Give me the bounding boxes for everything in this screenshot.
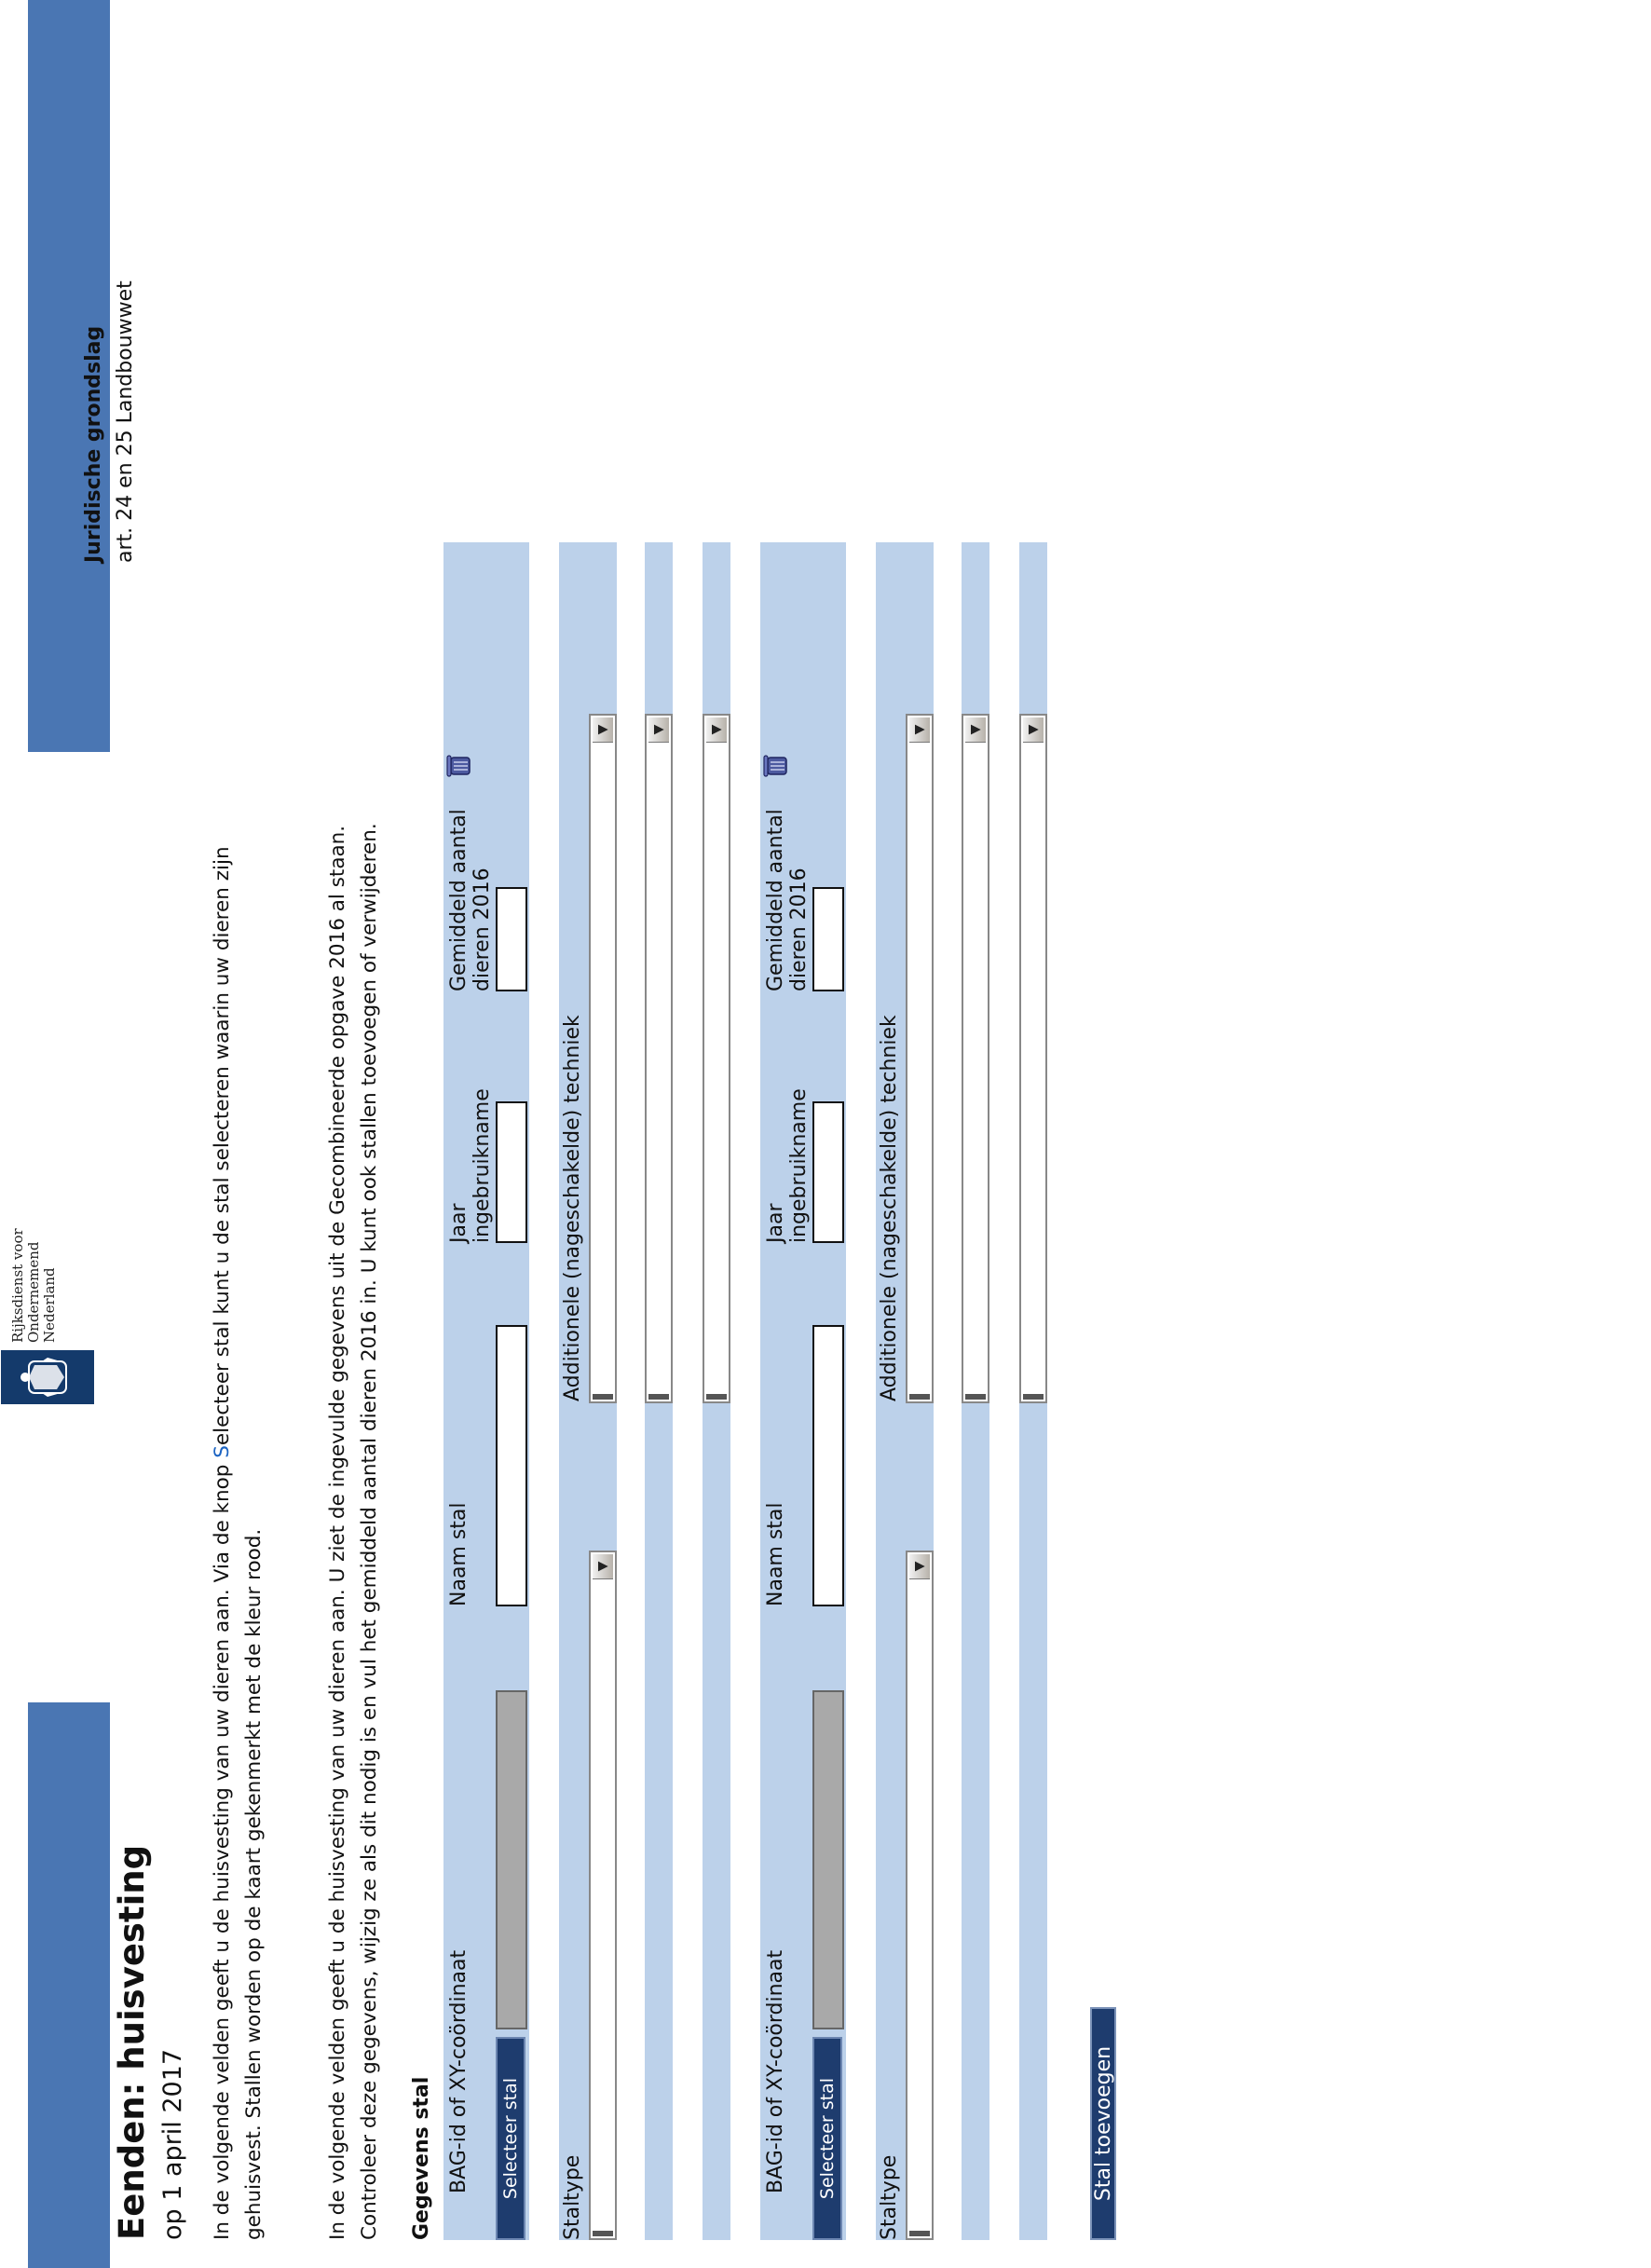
chevron-down-icon[interactable]: ▼	[1023, 717, 1044, 743]
intro-paragraph-1: In de volgende velden geeft u de huisvesting van uw dieren aan. Via de knop Selecteer stal kunt u de stal selecteren waarin uw dieren zijn gehuisvest. Stallen worden op de kaart gekenmerkt met de kleur rood.	[211, 846, 266, 2240]
additionele-row-2c	[1019, 542, 1047, 2240]
gemiddeld-aantal-input[interactable]	[812, 887, 844, 991]
stal-row-2	[760, 542, 846, 2240]
staltype-select[interactable]	[589, 1551, 617, 2240]
trash-icon[interactable]	[762, 755, 788, 777]
naam-stal-label: Naam stal	[447, 1502, 471, 1606]
staltype-label: Staltype	[561, 2154, 584, 2240]
chevron-down-icon[interactable]: ▼	[909, 1554, 930, 1579]
selecteer-stal-button[interactable]: Selecteer stal	[496, 2037, 525, 2240]
gemiddeld-aantal-label: Gemiddeld aantal dieren 2016	[447, 809, 494, 991]
staltype-row-1	[559, 542, 617, 2240]
intro-paragraph-2: In de volgende velden geeft u de huisvesting van uw dieren aan. U ziet de ingevulde gegevens uit de Gecombineerde opgave 2016 al staan. Controleer deze gegevens, wijzig ze als dit nodig is en vul het gemiddeld aantal dieren 2016 in. U kunt ook stallen toevoegen of verwijderen.	[326, 823, 381, 2240]
chevron-down-icon[interactable]: ▼	[706, 717, 727, 743]
page-subtitle: op 1 april 2017	[158, 2048, 187, 2240]
bag-field[interactable]	[496, 1690, 527, 2029]
chevron-down-icon[interactable]: ▼	[593, 1554, 613, 1579]
header-band-left	[28, 1702, 110, 2268]
additionele-techniek-select[interactable]	[1019, 714, 1047, 1403]
gemiddeld-aantal-label: Gemiddeld aantal dieren 2016	[764, 809, 811, 991]
additionele-row-2b	[962, 542, 989, 2240]
staltype-select[interactable]	[906, 1551, 934, 2240]
naam-stal-input[interactable]	[812, 1325, 844, 1606]
jaar-ingebruikname-label: Jaar ingebruikname	[764, 1088, 811, 1243]
trash-icon[interactable]	[445, 755, 471, 777]
additionele-techniek-label: Additionele (nageschakelde) techniek	[878, 1015, 901, 1401]
legal-basis-heading: Juridische grondslag	[82, 325, 105, 563]
logo	[1, 812, 110, 1404]
staltype-row-2	[876, 542, 934, 2240]
additionele-techniek-select[interactable]	[645, 714, 673, 1403]
additionele-row-1c	[703, 542, 730, 2240]
jaar-ingebruikname-input[interactable]	[812, 1101, 844, 1243]
logo-text: Rijksdienst voor Ondernemend Nederland	[9, 1228, 58, 1343]
additionele-techniek-select[interactable]	[906, 714, 934, 1403]
chevron-down-icon[interactable]: ▼	[965, 717, 986, 743]
page-title: Eenden: huisvesting	[112, 1844, 152, 2240]
chevron-down-icon[interactable]: ▼	[593, 717, 613, 743]
bag-label: BAG-id of XY-coördinaat	[447, 1949, 471, 2193]
bag-field[interactable]	[812, 1690, 844, 2029]
selecteer-stal-button[interactable]: Selecteer stal	[812, 2037, 842, 2240]
additionele-techniek-select[interactable]	[703, 714, 730, 1403]
additionele-row-1b	[645, 542, 673, 2240]
staltype-label: Staltype	[878, 2154, 901, 2240]
jaar-ingebruikname-input[interactable]	[496, 1101, 527, 1243]
crest-icon	[1, 1350, 94, 1404]
naam-stal-label: Naam stal	[764, 1502, 787, 1606]
additionele-techniek-select[interactable]	[962, 714, 989, 1403]
additionele-techniek-select[interactable]	[589, 714, 617, 1403]
section-heading: Gegevens stal	[410, 2076, 433, 2240]
chevron-down-icon[interactable]: ▼	[909, 717, 930, 743]
gemiddeld-aantal-input[interactable]	[496, 887, 527, 991]
jaar-ingebruikname-label: Jaar ingebruikname	[447, 1088, 494, 1243]
stal-toevoegen-button[interactable]: Stal toevoegen	[1090, 2007, 1116, 2240]
stal-row-1	[443, 542, 529, 2240]
additionele-techniek-label: Additionele (nageschakelde) techniek	[561, 1015, 584, 1401]
legal-basis-text: art. 24 en 25 Landbouwwet	[114, 280, 137, 563]
bag-label: BAG-id of XY-coördinaat	[764, 1949, 787, 2193]
naam-stal-input[interactable]	[496, 1325, 527, 1606]
chevron-down-icon[interactable]: ▼	[648, 717, 669, 743]
